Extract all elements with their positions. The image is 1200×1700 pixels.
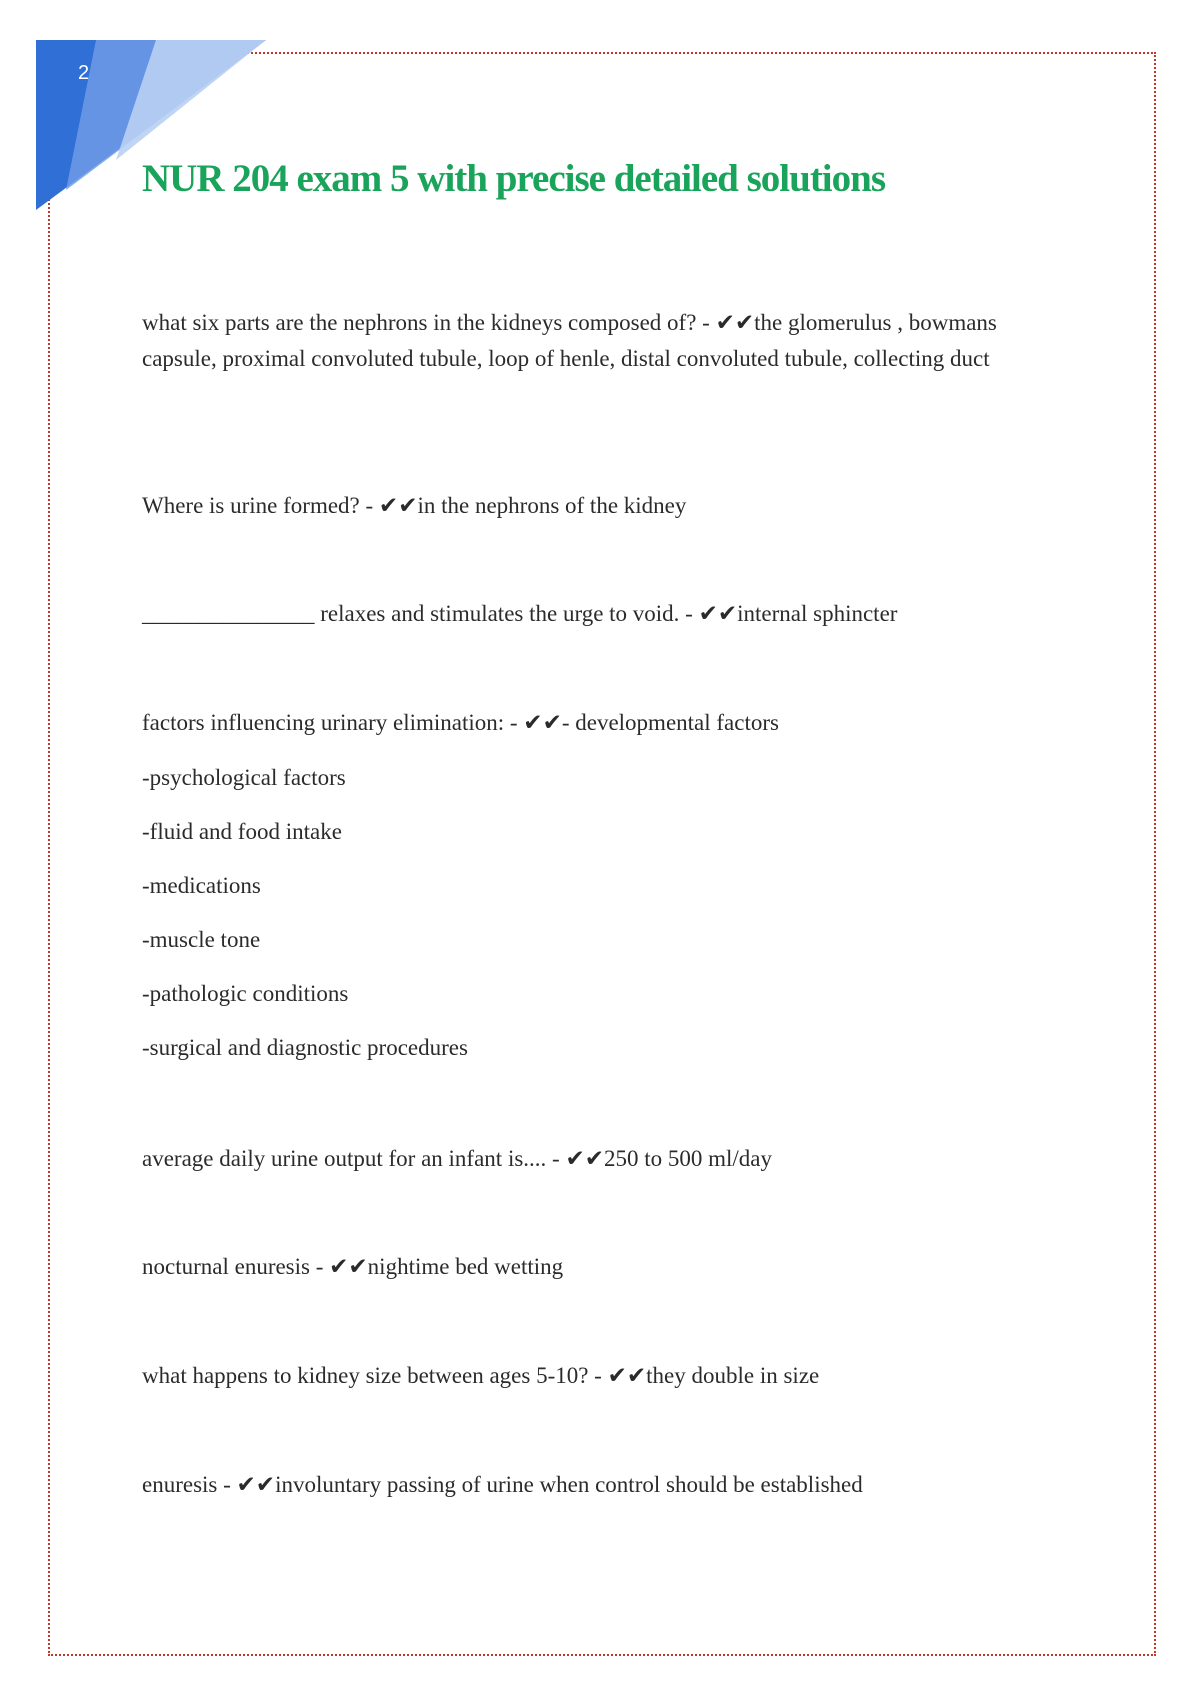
list-item: -medications bbox=[142, 873, 261, 898]
qa-item: factors influencing urinary elimination: - ✔✔- developmental factors bbox=[142, 710, 779, 735]
qa-item: enuresis - ✔✔involuntary passing of urine when control should be established bbox=[142, 1472, 863, 1497]
list-item: -pathologic conditions bbox=[142, 981, 349, 1006]
qa-item: _______________ relaxes and stimulates the urge to void. - ✔✔internal sphincter bbox=[142, 601, 898, 626]
list-item: -surgical and diagnostic procedures bbox=[142, 1035, 468, 1060]
document-title: NUR 204 exam 5 with precise detailed solutions bbox=[142, 157, 886, 200]
factors-list bbox=[142, 712, 468, 1084]
qa-item: what happens to kidney size between ages 5-10? - ✔✔they double in size bbox=[142, 1363, 820, 1388]
list-item: -psychological factors bbox=[142, 765, 346, 790]
qa-item: average daily urine output for an infant is.... - ✔✔250 to 500 ml/day bbox=[142, 1146, 773, 1171]
page-number: 2 bbox=[78, 62, 90, 84]
list-item: -muscle tone bbox=[142, 927, 261, 952]
qa-item: nocturnal enuresis - ✔✔nightime bed wetting bbox=[142, 1254, 564, 1279]
qa-item: Where is urine formed? - ✔✔in the nephrons of the kidney bbox=[142, 493, 687, 518]
qa-item: what six parts are the nephrons in the kidneys composed of? - ✔✔the glomerulus , bowmans capsule, proximal convoluted tubule, loop of henle, distal convoluted tubule, collecting duct bbox=[142, 310, 997, 371]
list-item: -fluid and food intake bbox=[142, 819, 342, 844]
